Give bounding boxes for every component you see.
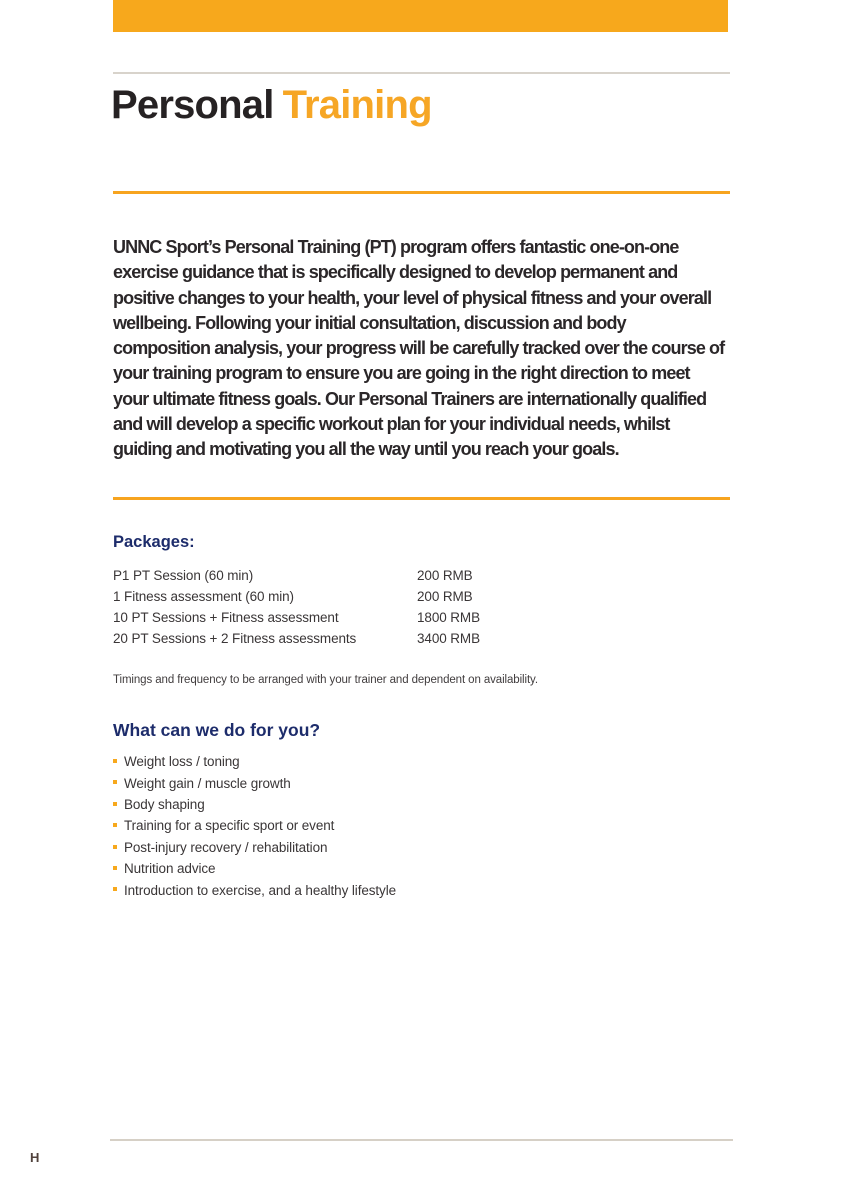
service-label: Weight gain / muscle growth [124, 775, 291, 791]
services-heading: What can we do for you? [113, 720, 321, 740]
package-price: 1800 RMB [417, 610, 480, 625]
intro-paragraph: UNNC Sport’s Personal Training (PT) program offers fantastic one-on-one exercise guidance that is specifically designed to develop permanent and positive changes to your health, your level of physical fitness and your overall wellbeing. Following your initial consultation, discussion and body composition analysis, your progress will be carefully tracked over the course of your training program to ensure you are going in the right direction to meet your ultimate fitness goals. Our Personal Trainers are internationally qualified and will develop a specific workout plan for your individual needs, whilst guiding and motivating you all the way until you reach your goals. [113, 237, 725, 460]
list-item [113, 837, 396, 858]
bullet-icon [113, 823, 117, 827]
service-label: Weight loss / toning [124, 754, 240, 770]
footer-page-mark: H [30, 1150, 40, 1165]
service-label: Training for a specific sport or event [124, 818, 335, 834]
footer-divider-line [110, 1139, 733, 1141]
bullet-icon [113, 802, 117, 806]
page-title [111, 83, 432, 128]
package-price: 200 RMB [417, 589, 473, 604]
page-title-primary: Personal [111, 83, 274, 127]
bullet-icon [113, 845, 117, 849]
package-label: P1 PT Session (60 min) [113, 568, 254, 583]
package-row [113, 607, 613, 628]
list-item [113, 751, 396, 772]
bullet-icon [113, 866, 117, 870]
service-label: Introduction to exercise, and a healthy lifestyle [124, 882, 397, 898]
packages-availability-note: Timings and frequency to be arranged with your trainer and dependent on availability. [113, 674, 538, 686]
list-item [113, 794, 396, 815]
list-item [113, 858, 396, 879]
services-list [113, 751, 396, 901]
list-item [113, 772, 396, 793]
package-label: 20 PT Sessions + 2 Fitness assessments [113, 631, 357, 646]
bullet-icon [113, 887, 117, 891]
list-item [113, 879, 396, 900]
service-label: Post-injury recovery / rehabilitation [124, 839, 328, 855]
orange-divider-top [113, 191, 730, 194]
package-label: 1 Fitness assessment (60 min) [113, 589, 294, 604]
package-price: 200 RMB [417, 568, 473, 583]
package-row [113, 586, 613, 607]
package-row [113, 565, 613, 586]
packages-heading: Packages: [113, 533, 195, 551]
service-label: Body shaping [124, 796, 205, 812]
list-item [113, 815, 396, 836]
package-label: 10 PT Sessions + Fitness assessment [113, 610, 339, 625]
bullet-icon [113, 780, 117, 784]
bullet-icon [113, 759, 117, 763]
orange-divider-bottom [113, 497, 730, 500]
top-divider-line [113, 72, 730, 74]
package-row [113, 628, 613, 649]
package-table [113, 565, 613, 649]
page-title-accent: Training [282, 83, 432, 127]
header-accent-bar [113, 0, 728, 32]
package-price: 3400 RMB [417, 631, 480, 646]
service-label: Nutrition advice [124, 861, 216, 877]
